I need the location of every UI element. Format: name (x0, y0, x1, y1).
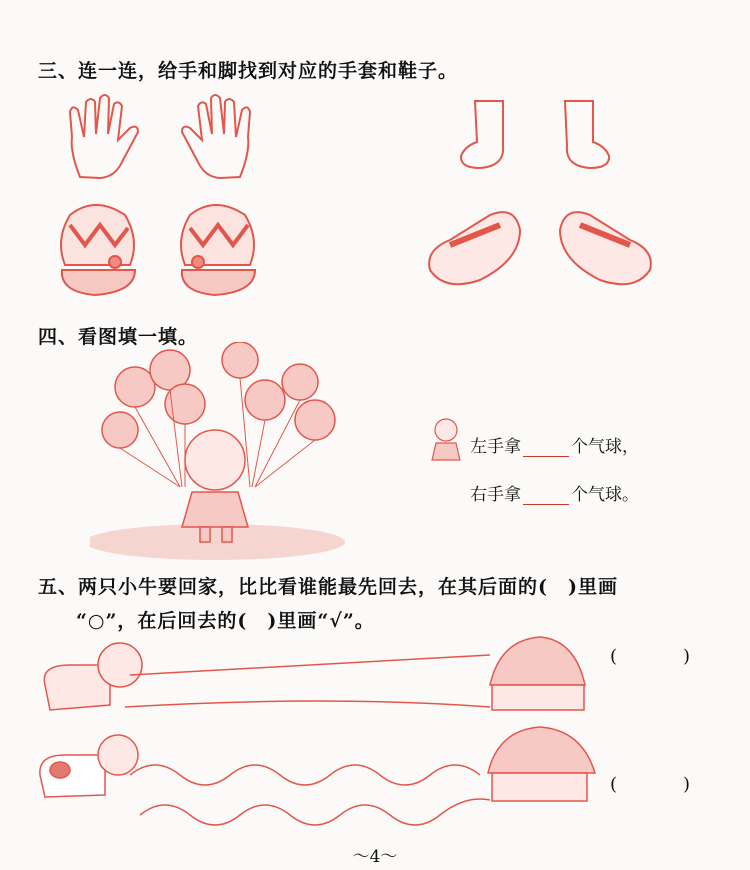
page-number: ～4～ (352, 847, 398, 867)
right-sock-icon (565, 101, 609, 168)
left-hand-prefix: 左手拿 (470, 437, 521, 457)
bottom-path-lower (140, 799, 490, 825)
bottom-calf-icon (40, 755, 105, 797)
mittens-illustration (40, 200, 270, 300)
top-path-lower (125, 701, 490, 707)
socks-illustration (455, 96, 615, 176)
right-hand-question (470, 480, 639, 505)
girl-with-balloons-illustration (90, 342, 360, 562)
top-path-upper (130, 655, 490, 675)
bottom-house-icon (488, 727, 595, 773)
right-hand-suffix: 个气球。 (571, 485, 639, 505)
section-5-title-line1: 五、两只小牛要回家，比比看谁能最先回去，在其后面的( )里画 (38, 576, 618, 598)
section-5-title-line2: “○”，在后回去的( )里画“√”。 (76, 610, 375, 632)
bottom-path-upper (130, 765, 480, 785)
top-paren-close: ) (682, 646, 690, 667)
left-hand-suffix: 个气球， (571, 437, 639, 457)
shoes-illustration (420, 200, 660, 295)
left-hand-answer-blank[interactable] (523, 438, 569, 457)
hands-illustration (60, 92, 260, 182)
section-4-title: 四、看图填一填。 (38, 326, 199, 348)
section-3-title: 三、连一连，给手和脚找到对应的手套和鞋子。 (38, 60, 459, 82)
left-hand-question (470, 432, 639, 457)
bottom-answer-parens[interactable] (610, 774, 690, 795)
right-hand-prefix: 右手拿 (470, 485, 521, 505)
bottom-paren-close: ) (682, 774, 690, 795)
left-hand-icon (70, 95, 138, 178)
right-hand-icon (182, 95, 250, 178)
top-paren-open: ( (610, 646, 618, 667)
bottom-paren-open: ( (610, 774, 618, 795)
right-shoe-icon (560, 212, 651, 284)
right-hand-answer-blank[interactable] (523, 486, 569, 505)
top-house-icon (490, 637, 585, 685)
left-shoe-icon (429, 212, 520, 284)
left-sock-icon (461, 101, 503, 168)
top-answer-parens[interactable] (610, 646, 690, 667)
girl-small-icon (428, 415, 464, 465)
calves-race-illustration (30, 625, 630, 835)
